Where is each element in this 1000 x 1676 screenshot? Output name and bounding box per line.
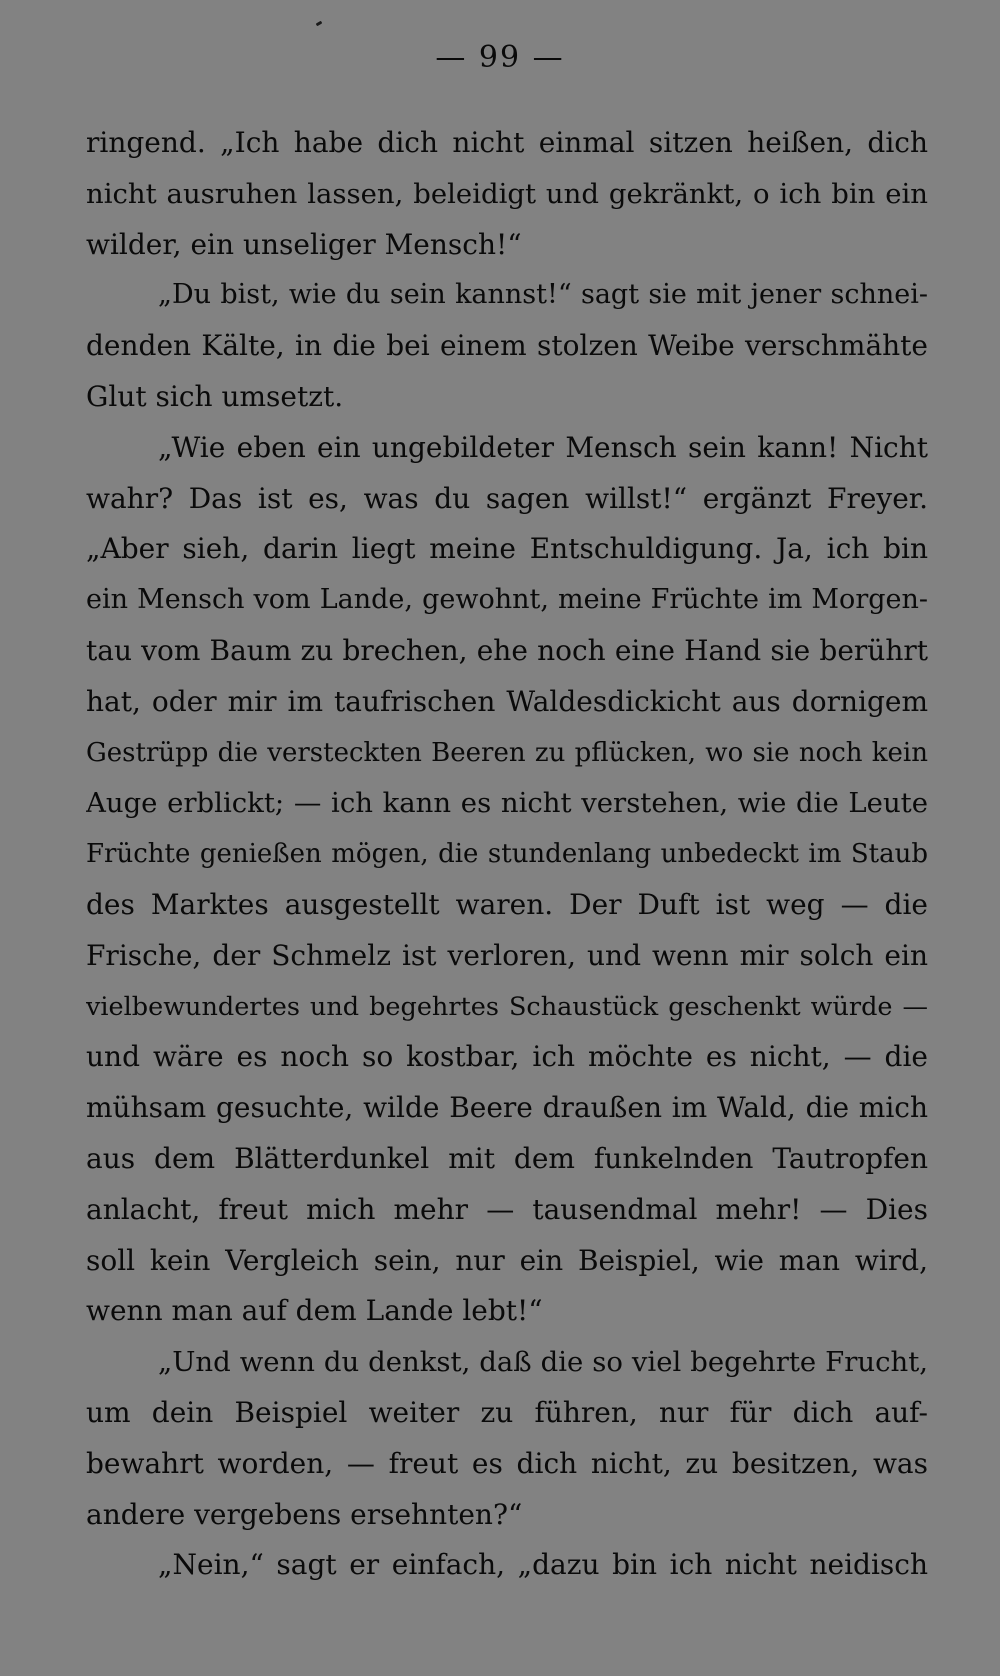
- text-line: und wäre es noch so kostbar, ich möchte es nicht, — die: [86, 1040, 928, 1074]
- text-line: Frische, der Schmelz ist verloren, und wenn mir solch ein: [86, 938, 928, 972]
- text-line: bewahrt worden, — freut es dich nicht, zu besitzen, was: [86, 1446, 928, 1480]
- text-line: soll kein Vergleich sein, nur ein Beispiel, wie man wird,: [86, 1243, 928, 1277]
- text-line: aus dem Blätterdunkel mit dem funkelnden Tautropfen: [86, 1141, 928, 1175]
- text-line: „Und wenn du denkst, daß die so viel begehrte Frucht,: [158, 1346, 928, 1379]
- text-line: Auge erblickt; — ich kann es nicht verstehen, wie die Leute: [86, 787, 928, 820]
- text-line: des Marktes ausgestellt waren. Der Duft ist weg — die: [86, 887, 928, 921]
- text-line: wenn man auf dem Lande lebt!“: [86, 1294, 543, 1328]
- text-line: Gestrüpp die versteckten Beeren zu pflücken, wo sie noch kein: [86, 737, 928, 768]
- text-line: „Nein,“ sagt er einfach, „dazu bin ich nicht neidisch: [158, 1548, 928, 1582]
- text-line: „Aber sieh, darin liegt meine Entschuldigung. Ja, ich bin: [86, 532, 928, 566]
- text-line: anlacht, freut mich mehr — tausendmal mehr! — Dies: [86, 1192, 928, 1226]
- text-line: andere vergebens ersehnten?“: [86, 1497, 523, 1531]
- text-line: wilder, ein unseliger Mensch!“: [86, 227, 522, 261]
- text-line: vielbewundertes und begehrtes Schaustück geschenkt würde —: [86, 991, 928, 1022]
- text-line: „Du bist, wie du sein kannst!“ sagt sie mit jener schnei-: [158, 279, 928, 311]
- text-line: hat, oder mir im taufrischen Waldesdickicht aus dornigem: [86, 684, 928, 718]
- page-number: — 99 —: [435, 40, 565, 75]
- body-text: [86, 118, 928, 1591]
- text-line: mühsam gesuchte, wilde Beere draußen im Wald, die mich: [86, 1091, 928, 1125]
- text-line: Glut sich umsetzt.: [86, 379, 344, 413]
- text-line: „Wie eben ein ungebildeter Mensch sein kann! Nicht: [158, 430, 928, 464]
- text-line: ein Mensch vom Lande, gewohnt, meine Früchte im Morgen-: [86, 584, 928, 616]
- text-line: nicht ausruhen lassen, beleidigt und gekränkt, o ich bin ein: [86, 177, 928, 210]
- ink-speck: [316, 21, 323, 27]
- text-line: denden Kälte, in die bei einem stolzen Weibe verschmähte: [86, 329, 928, 363]
- text-line: ringend. „Ich habe dich nicht einmal sitzen heißen, dich: [86, 126, 928, 159]
- text-line: um dein Beispiel weiter zu führen, nur für dich auf-: [86, 1395, 928, 1429]
- text-line: wahr? Das ist es, was du sagen willst!“ ergänzt Freyer.: [86, 481, 928, 515]
- text-line: Früchte genießen mögen, die stundenlang unbedeckt im Staub: [86, 839, 928, 870]
- text-line: tau vom Baum zu brechen, ehe noch eine Hand sie berührt: [86, 633, 928, 667]
